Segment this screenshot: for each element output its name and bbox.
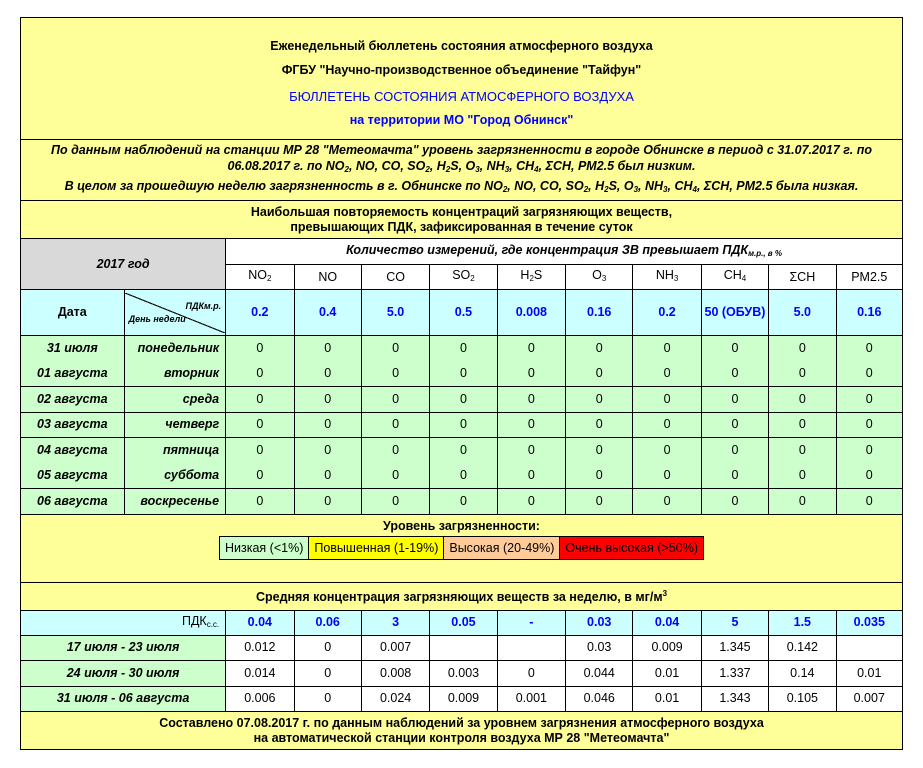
pdk-mr-caption: ПДКм.р. xyxy=(185,300,222,311)
day-value: 0 xyxy=(294,438,361,464)
week-value: 0.044 xyxy=(566,661,633,687)
day-value: 0 xyxy=(361,387,429,413)
week-value: 0.003 xyxy=(430,661,497,687)
avg-title-unit-power: 3 xyxy=(662,589,668,599)
day-value: 0 xyxy=(633,387,701,413)
day-value: 0 xyxy=(836,463,902,489)
day-value: 0 xyxy=(430,387,497,413)
weekday-caption: День недели xyxy=(128,313,186,324)
repeatability-title xyxy=(21,201,903,239)
pdk-ss-sub: с.с. xyxy=(206,619,220,629)
day-value: 0 xyxy=(430,438,497,464)
pollution-levels xyxy=(21,514,903,582)
pdk-mr-value: 0.2 xyxy=(633,290,701,336)
pdk-ss-value: 5 xyxy=(701,610,768,635)
week-value: 0.024 xyxy=(361,686,429,712)
week-value: 0.001 xyxy=(497,686,565,712)
level-item: Очень высокая (>50%) xyxy=(560,537,703,559)
pollutant-header: ΣCH xyxy=(769,265,836,290)
week-value: 1.337 xyxy=(701,661,768,687)
pdk-ss-text: ПДК xyxy=(181,613,207,628)
week-row xyxy=(21,661,903,687)
day-value: 0 xyxy=(769,463,836,489)
pdk-mr-value: 0.008 xyxy=(497,290,565,336)
day-value: 0 xyxy=(769,336,836,362)
week-value: 1.345 xyxy=(701,635,768,661)
day-value: 0 xyxy=(566,412,633,438)
year-label: 2017 год xyxy=(21,239,226,290)
day-value: 0 xyxy=(701,387,768,413)
day-value: 0 xyxy=(633,361,701,387)
day-value: 0 xyxy=(836,387,902,413)
summary-text xyxy=(21,140,903,201)
week-value: 0 xyxy=(294,635,361,661)
day-value: 0 xyxy=(836,361,902,387)
day-value: 0 xyxy=(294,489,361,515)
day-value: 0 xyxy=(497,361,565,387)
week-value: 0 xyxy=(294,661,361,687)
day-value: 0 xyxy=(836,336,902,362)
pdk-mr-value: 5.0 xyxy=(361,290,429,336)
day-value: 0 xyxy=(294,336,361,362)
pollutant-header: $CH_4$ xyxy=(701,265,768,290)
day-value: 0 xyxy=(430,361,497,387)
week-period: 31 июля - 06 августа xyxy=(21,686,226,712)
day-value: 0 xyxy=(361,412,429,438)
day-value: 0 xyxy=(226,489,294,515)
day-value: 0 xyxy=(633,336,701,362)
week-value: 0.006 xyxy=(226,686,294,712)
day-value: 0 xyxy=(701,463,768,489)
day-row xyxy=(21,438,903,464)
day-date: 01 августа xyxy=(21,361,125,387)
day-value: 0 xyxy=(430,336,497,362)
week-value: 0 xyxy=(497,661,565,687)
day-value: 0 xyxy=(633,489,701,515)
pollutant-header: CO xyxy=(361,265,429,290)
day-value: 0 xyxy=(226,412,294,438)
pdk-mr-value: 50 (ОБУВ) xyxy=(701,290,768,336)
pdk-mr-value: 5.0 xyxy=(769,290,836,336)
repeatability-title-line2: превышающих ПДК, зафиксированная в течение суток xyxy=(290,219,633,234)
pollutant-header: $H_2S$ xyxy=(497,265,565,290)
level-item: Высокая (20-49%) xyxy=(444,537,560,559)
day-value: 0 xyxy=(226,463,294,489)
day-value: 0 xyxy=(701,336,768,362)
day-row xyxy=(21,387,903,413)
day-row xyxy=(21,463,903,489)
pollutant-header: $NO_2$ xyxy=(226,265,294,290)
day-row xyxy=(21,489,903,515)
day-value: 0 xyxy=(701,438,768,464)
pdk-mr-value: 0.5 xyxy=(430,290,497,336)
day-value: 0 xyxy=(769,412,836,438)
day-value: 0 xyxy=(566,489,633,515)
organization-name: ФГБУ "Научно-производственное объединение "Тайфун" xyxy=(21,58,903,84)
week-value: 0.03 xyxy=(566,635,633,661)
day-value: 0 xyxy=(430,489,497,515)
week-period: 24 июля - 30 июля xyxy=(21,661,226,687)
day-value: 0 xyxy=(430,412,497,438)
day-value: 0 xyxy=(836,489,902,515)
day-value: 0 xyxy=(633,438,701,464)
day-value: 0 xyxy=(497,438,565,464)
pollutant-header: $NH_3$ xyxy=(633,265,701,290)
day-value: 0 xyxy=(226,387,294,413)
compiled-note-line1: Составлено 07.08.2017 г. по данным наблюдений за уровнем загрязнения атмосферного воздуха xyxy=(159,715,764,730)
pdk-mr-value: 0.2 xyxy=(226,290,294,336)
day-value: 0 xyxy=(430,463,497,489)
week-value: 0.009 xyxy=(430,686,497,712)
day-value: 0 xyxy=(769,438,836,464)
day-weekday: суббота xyxy=(124,463,226,489)
day-value: 0 xyxy=(836,412,902,438)
week-value: 0.046 xyxy=(566,686,633,712)
day-value: 0 xyxy=(701,489,768,515)
day-weekday: четверг xyxy=(124,412,226,438)
day-date: 05 августа xyxy=(21,463,125,489)
pdk-ss-value: 0.04 xyxy=(226,610,294,635)
day-row xyxy=(21,361,903,387)
pollutant-header: $O_3$ xyxy=(566,265,633,290)
diagonal-header-cell xyxy=(124,290,226,336)
week-value: 0.01 xyxy=(633,661,701,687)
week-value: 0.008 xyxy=(361,661,429,687)
week-value: 0.142 xyxy=(769,635,836,661)
day-value: 0 xyxy=(769,387,836,413)
pdk-mr-value: 0.16 xyxy=(566,290,633,336)
day-value: 0 xyxy=(633,412,701,438)
avg-title-text: Средняя концентрация загрязняющих веществ за неделю, в мг/м xyxy=(255,590,663,605)
pdk-mr-value: 0.16 xyxy=(836,290,902,336)
repeatability-title-line1: Наибольшая повторяемость концентраций загрязняющих веществ, xyxy=(250,204,673,219)
day-value: 0 xyxy=(566,336,633,362)
day-value: 0 xyxy=(361,489,429,515)
day-value: 0 xyxy=(294,463,361,489)
day-value: 0 xyxy=(497,336,565,362)
day-value: 0 xyxy=(701,412,768,438)
date-column-label: Дата xyxy=(21,290,125,336)
week-value xyxy=(836,635,902,661)
day-value: 0 xyxy=(226,361,294,387)
week-row xyxy=(21,635,903,661)
summary-period: По данным наблюдений на станции МР 28 "Метеомачта" уровень загрязненности в городе Обнинске в период с 31.07.2017 г. по 06.08.2017 г. по $NO_2$, NO, CO, $SO_2$, $H_2S$, $O_3$, $NH_3$, $CH_4$, ΣCH, PM2.5 был низким. xyxy=(50,143,873,174)
day-date: 06 августа xyxy=(21,489,125,515)
compiled-note-line2: на автоматической станции контроля воздуха МР 28 "Метеомачта" xyxy=(253,730,670,745)
week-period: 17 июля - 23 июля xyxy=(21,635,226,661)
count-header-sub: м.р., в % xyxy=(748,248,782,258)
day-value: 0 xyxy=(497,387,565,413)
pdk-ss-value: 0.05 xyxy=(430,610,497,635)
pdk-mr-value: 0.4 xyxy=(294,290,361,336)
day-value: 0 xyxy=(361,438,429,464)
pollutant-header: $SO_2$ xyxy=(430,265,497,290)
day-row xyxy=(21,336,903,362)
day-value: 0 xyxy=(566,463,633,489)
day-date: 02 августа xyxy=(21,387,125,413)
bulletin-table xyxy=(20,17,903,750)
pdk-ss-value: - xyxy=(497,610,565,635)
day-value: 0 xyxy=(769,361,836,387)
day-value: 0 xyxy=(701,361,768,387)
day-date: 31 июля xyxy=(21,336,125,362)
pdk-ss-value: 0.06 xyxy=(294,610,361,635)
day-weekday: вторник xyxy=(124,361,226,387)
count-header xyxy=(226,239,903,265)
day-value: 0 xyxy=(497,463,565,489)
levels-title: Уровень загрязненности: xyxy=(383,518,540,533)
compiled-note xyxy=(21,712,903,750)
levels-legend xyxy=(219,536,704,560)
week-row xyxy=(21,686,903,712)
day-value: 0 xyxy=(361,336,429,362)
pdk-ss-value: 3 xyxy=(361,610,429,635)
day-value: 0 xyxy=(633,463,701,489)
pdk-ss-value: 0.035 xyxy=(836,610,902,635)
week-value: 0.007 xyxy=(836,686,902,712)
week-value xyxy=(430,635,497,661)
level-item: Низкая (<1%) xyxy=(220,537,309,559)
day-weekday: среда xyxy=(124,387,226,413)
week-value: 0.009 xyxy=(633,635,701,661)
week-value: 1.343 xyxy=(701,686,768,712)
week-value: 0.14 xyxy=(769,661,836,687)
day-value: 0 xyxy=(836,438,902,464)
day-value: 0 xyxy=(361,361,429,387)
count-header-text: Количество измерений, где концентрация ЗВ превышает ПДК xyxy=(346,242,749,257)
avg-concentration-title xyxy=(21,582,903,610)
day-value: 0 xyxy=(566,387,633,413)
week-value: 0.105 xyxy=(769,686,836,712)
day-value: 0 xyxy=(226,336,294,362)
week-value: 0 xyxy=(294,686,361,712)
day-value: 0 xyxy=(497,412,565,438)
day-value: 0 xyxy=(497,489,565,515)
bulletin-heading: БЮЛЛЕТЕНЬ СОСТОЯНИЯ АТМОСФЕРНОГО ВОЗДУХА xyxy=(21,84,903,110)
pdk-ss-value: 0.03 xyxy=(566,610,633,635)
level-item: Повышенная (1-19%) xyxy=(309,537,444,559)
day-row xyxy=(21,412,903,438)
day-value: 0 xyxy=(566,438,633,464)
day-value: 0 xyxy=(294,361,361,387)
pdk-ss-value: 1.5 xyxy=(769,610,836,635)
day-value: 0 xyxy=(769,489,836,515)
summary-week: В целом за прошедшую неделю загрязненность в г. Обнинске по $NO_2$, NO, CO, $SO_2$, $H_2S$, $O_3$, $NH_3$, $CH_4$, ΣCH, PM2.5 была низкая. xyxy=(64,179,859,194)
day-value: 0 xyxy=(294,412,361,438)
week-value: 0.007 xyxy=(361,635,429,661)
week-value: 0.01 xyxy=(633,686,701,712)
week-value xyxy=(497,635,565,661)
pdk-ss-label xyxy=(21,610,226,635)
day-value: 0 xyxy=(361,463,429,489)
day-weekday: пятница xyxy=(124,438,226,464)
day-date: 04 августа xyxy=(21,438,125,464)
week-value: 0.01 xyxy=(836,661,902,687)
day-weekday: понедельник xyxy=(124,336,226,362)
day-value: 0 xyxy=(226,438,294,464)
pdk-ss-value: 0.04 xyxy=(633,610,701,635)
territory-label: на территории МО "Город Обнинск" xyxy=(21,110,903,140)
week-value: 0.012 xyxy=(226,635,294,661)
day-date: 03 августа xyxy=(21,412,125,438)
bulletin-title: Еженедельный бюллетень состояния атмосферного воздуха xyxy=(21,18,903,58)
week-value: 0.014 xyxy=(226,661,294,687)
day-weekday: воскресенье xyxy=(124,489,226,515)
day-value: 0 xyxy=(566,361,633,387)
pollutant-header: PM2.5 xyxy=(836,265,902,290)
pollutant-header: NO xyxy=(294,265,361,290)
day-value: 0 xyxy=(294,387,361,413)
